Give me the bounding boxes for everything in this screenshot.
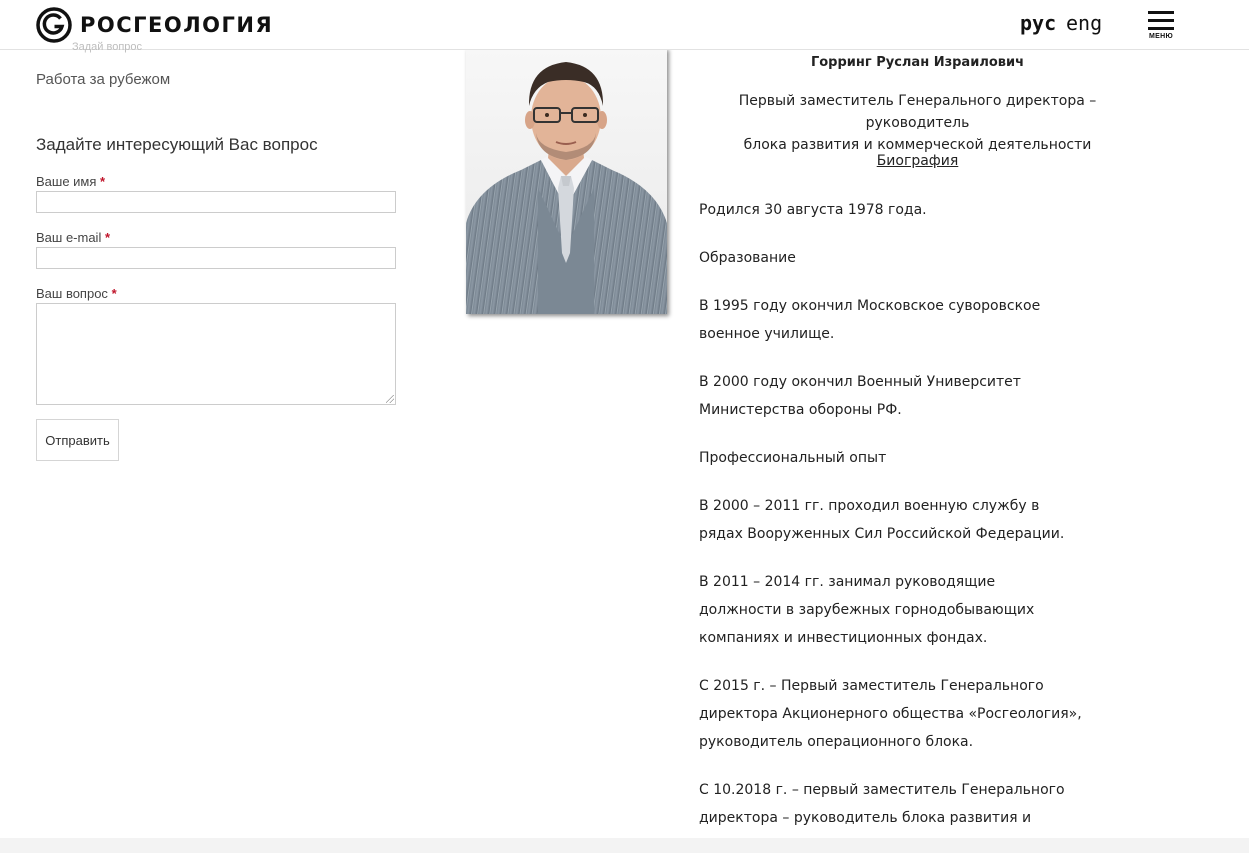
person-position: Первый заместитель Генерального директора – руководитель блока развития и коммерческой деятельности [738, 93, 1097, 153]
hamburger-icon [1148, 11, 1174, 14]
question-textarea[interactable] [36, 303, 396, 405]
required-mark: * [104, 230, 111, 245]
lang-ru-link[interactable]: рус [1020, 11, 1057, 35]
bio-experience-2011: В 2011 – 2014 гг. занимал руководящие должности в зарубежных горнодобывающих компаниях и инвестиционных фондах. [699, 574, 1035, 646]
hidden-nav-text: Задай вопрос [72, 41, 143, 53]
biography-link[interactable]: Биография [876, 153, 959, 169]
bio-education-heading: Образование [699, 250, 796, 266]
portrait-image [466, 48, 667, 314]
name-input[interactable] [36, 191, 396, 213]
name-field-label: Ваше имя * [36, 174, 106, 189]
required-mark: * [111, 286, 117, 301]
work-abroad-link[interactable]: Работа за рубежом [36, 71, 171, 88]
submit-button[interactable]: Отправить [36, 419, 119, 461]
question-field-label: Ваш вопрос * [36, 286, 117, 301]
lang-en-link[interactable]: eng [1066, 11, 1103, 35]
bio-education-1995: В 1995 году окончил Московское суворовское военное училище. [699, 298, 1041, 342]
bio-experience-2015: С 2015 г. – Первый заместитель Генерального директора Акционерного общества «Росгеология», руководитель операционного блока. [699, 678, 1082, 750]
email-input[interactable] [36, 247, 396, 269]
menu-button[interactable] [1148, 11, 1176, 40]
page-bottom-edge [0, 838, 1249, 853]
required-mark: * [100, 174, 106, 189]
email-field-label: Ваш e-mail * [36, 230, 111, 245]
bio-experience-heading: Профессиональный опыт [699, 450, 887, 466]
site-header [0, 0, 1249, 50]
bio-experience-2018: С 10.2018 г. – первый заместитель Генерального директора – руководитель блока развития и [699, 782, 1065, 826]
menu-label: МЕНЮ [1149, 33, 1173, 40]
bio-experience-2000: В 2000 – 2011 гг. проходил военную службу в рядах Вооруженных Сил Российской Федерации. [699, 498, 1065, 542]
resize-grip-icon[interactable] [386, 395, 394, 403]
bio-born: Родился 30 августа 1978 года. [699, 202, 927, 218]
person-name: Горринг Руслан Израилович [810, 55, 1025, 70]
site-logo[interactable] [36, 7, 273, 43]
bio-education-2000: В 2000 году окончил Военный Университет Министерства обороны РФ. [699, 374, 1021, 418]
logo-g-icon [36, 7, 72, 43]
person-portrait [466, 48, 667, 314]
logo-text: РОСГЕОЛОГИЯ [80, 13, 274, 37]
question-form-title: Задайте интересующий Вас вопрос [36, 135, 318, 154]
